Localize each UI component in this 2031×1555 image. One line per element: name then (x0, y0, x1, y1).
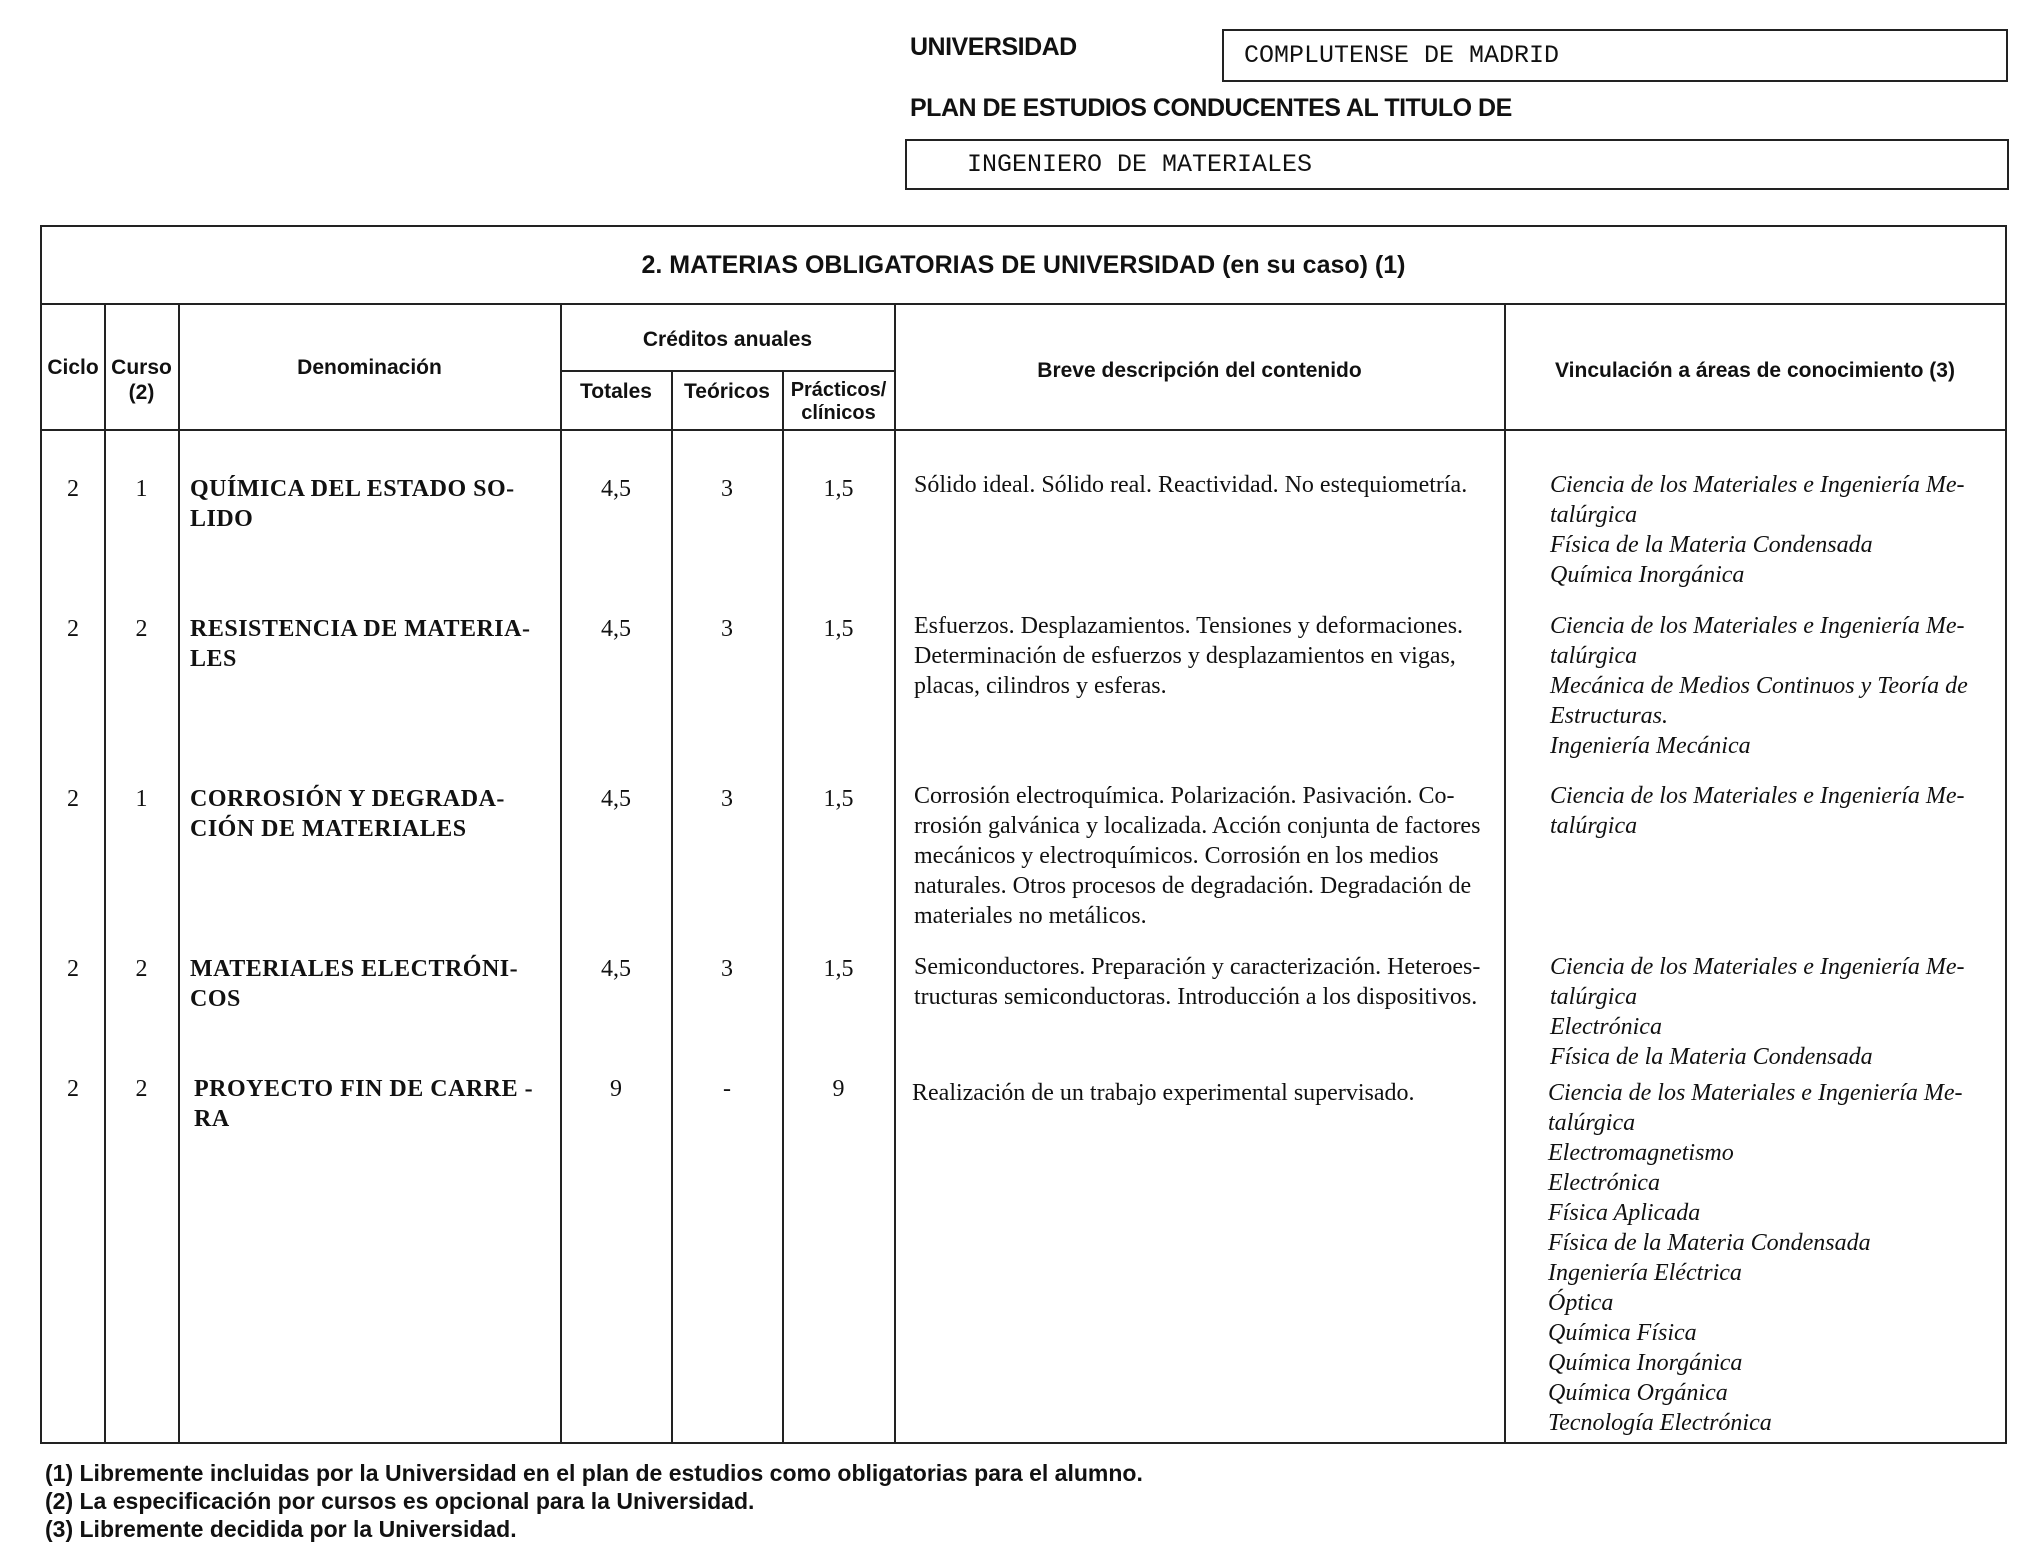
header-ciclo: Ciclo (47, 356, 99, 379)
row-areas (1550, 470, 2005, 590)
col-divider (1504, 305, 1506, 1444)
row-totales: 4,5 (601, 476, 631, 502)
area-line: Electromagnetismo (1548, 1140, 1734, 1166)
universidad-field (1222, 29, 2008, 82)
row-areas (1550, 781, 2005, 841)
row-descripcion (914, 952, 1504, 1012)
area-line: Física Aplicada (1548, 1200, 1701, 1226)
row-curso: 1 (135, 476, 148, 502)
universidad-label: UNIVERSIDAD (910, 33, 1077, 61)
name-line: CIÓN DE MATERIALES (190, 816, 467, 842)
row-totales: 4,5 (601, 616, 631, 642)
row-teoricos: 3 (721, 476, 733, 502)
header-practicos-line1: Prácticos/ (790, 379, 887, 401)
row-descripcion (914, 611, 1504, 701)
area-line: Química Inorgánica (1548, 1350, 1743, 1376)
row-practicos: 1,5 (823, 786, 854, 812)
footnote-3: (3) Libremente decidida por la Universidad. (45, 1516, 517, 1542)
area-line: Química Inorgánica (1550, 562, 1745, 588)
desc-line: placas, cilindros y esferas. (914, 673, 1167, 699)
area-line: talúrgica (1550, 984, 1638, 1010)
header-bottom-rule (42, 429, 2005, 431)
area-line: Ingeniería Mecánica (1550, 733, 1751, 759)
desc-line: materiales no metálicos. (914, 903, 1147, 929)
table-title: 2. MATERIAS OBLIGATORIAS DE UNIVERSIDAD (en su caso) (1) (42, 227, 2005, 305)
header-curso-label: Curso (111, 356, 172, 379)
area-line: Física de la Materia Condensada (1548, 1230, 1871, 1256)
row-areas (1550, 952, 2005, 1072)
row-descripcion (914, 470, 1504, 500)
footnote-1: (1) Libremente incluidas por la Universidad en el plan de estudios como obligatorias para el alumno. (45, 1460, 1143, 1486)
row-totales: 4,5 (601, 956, 631, 982)
row-descripcion (912, 1078, 1502, 1108)
area-line: Óptica (1548, 1290, 1614, 1316)
header-descripcion: Breve descripción del contenido (1037, 359, 1362, 382)
row-ciclo: 2 (67, 956, 79, 982)
area-line: Física de la Materia Condensada (1550, 532, 1873, 558)
desc-line: Semiconductores. Preparación y caracterización. Heteroes- (914, 954, 1481, 980)
row-denominacion (190, 614, 560, 674)
desc-line: Sólido ideal. Sólido real. Reactividad. No estequiometría. (914, 472, 1468, 498)
row-teoricos: 3 (721, 786, 733, 812)
col-divider (671, 372, 673, 1444)
row-practicos: 1,5 (823, 956, 854, 982)
row-totales: 4,5 (601, 786, 631, 812)
materias-table (40, 225, 2007, 1444)
credits-subheader-rule (560, 370, 895, 372)
row-denominacion (194, 1074, 560, 1134)
area-line: Ciencia de los Materiales e Ingeniería Me- (1550, 613, 1965, 639)
footnote-2: (2) La especificación por cursos es opcional para la Universidad. (45, 1488, 755, 1514)
row-teoricos: 3 (721, 956, 733, 982)
row-ciclo: 2 (67, 476, 79, 502)
area-line: talúrgica (1550, 813, 1638, 839)
header-teoricos: Teóricos (684, 380, 770, 403)
titulo-value: INGENIERO DE MATERIALES (967, 150, 1313, 179)
row-practicos: 1,5 (823, 616, 854, 642)
header-vinculacion: Vinculación a áreas de conocimiento (3) (1555, 359, 1955, 382)
area-line: talúrgica (1550, 643, 1638, 669)
row-ciclo: 2 (67, 1076, 79, 1102)
area-line: Electrónica (1550, 1014, 1662, 1040)
universidad-value: COMPLUTENSE DE MADRID (1244, 41, 1560, 70)
row-curso: 1 (135, 786, 148, 812)
header-practicos (783, 379, 894, 425)
header-curso (105, 355, 178, 405)
area-line: Ciencia de los Materiales e Ingeniería Me- (1550, 472, 1965, 498)
area-line: Ingeniería Eléctrica (1548, 1260, 1742, 1286)
col-divider (894, 305, 896, 1444)
name-line: LES (190, 646, 237, 672)
desc-line: naturales. Otros procesos de degradación. Degradación de (914, 873, 1472, 899)
desc-line: rrosión galvánica y localizada. Acción conjunta de factores (914, 813, 1481, 839)
area-line: Química Orgánica (1548, 1380, 1728, 1406)
area-line: Electrónica (1548, 1170, 1660, 1196)
area-line: Ciencia de los Materiales e Ingeniería Me- (1548, 1080, 1963, 1106)
row-totales: 9 (610, 1076, 622, 1102)
row-curso: 2 (135, 1076, 148, 1102)
area-line: talúrgica (1548, 1110, 1636, 1136)
name-line: COS (190, 986, 241, 1012)
header-creditos: Créditos anuales (642, 328, 813, 351)
plan-label: PLAN DE ESTUDIOS CONDUCENTES AL TITULO DE (910, 94, 1512, 122)
name-line: PROYECTO FIN DE CARRE - (194, 1076, 534, 1102)
col-divider (178, 305, 180, 1444)
area-line: Ciencia de los Materiales e Ingeniería Me- (1550, 783, 1965, 809)
name-line: RESISTENCIA DE MATERIA- (190, 616, 531, 642)
desc-line: mecánicos y electroquímicos. Corrosión en los medios (914, 843, 1439, 869)
area-line: Mecánica de Medios Continuos y Teoría de (1550, 673, 1968, 699)
name-line: RA (194, 1106, 230, 1132)
header-curso-note: (2) (128, 381, 155, 404)
header-totales: Totales (580, 380, 652, 403)
col-divider (782, 372, 784, 1444)
desc-line: tructuras semiconductoras. Introducción a los dispositivos. (914, 984, 1478, 1010)
titulo-field (905, 139, 2009, 190)
name-line: LIDO (190, 506, 254, 532)
row-descripcion (914, 781, 1504, 931)
row-ciclo: 2 (67, 616, 79, 642)
row-curso: 2 (135, 956, 148, 982)
row-ciclo: 2 (67, 786, 79, 812)
row-areas (1548, 1078, 2005, 1438)
name-line: MATERIALES ELECTRÓNI- (190, 956, 519, 982)
desc-line: Determinación de esfuerzos y desplazamientos en vigas, (914, 643, 1456, 669)
desc-line: Esfuerzos. Desplazamientos. Tensiones y deformaciones. (914, 613, 1464, 639)
area-line: Física de la Materia Condensada (1550, 1044, 1873, 1070)
area-line: Estructuras. (1550, 703, 1669, 729)
row-curso: 2 (135, 616, 148, 642)
row-teoricos: 3 (721, 616, 733, 642)
row-teoricos: - (723, 1076, 731, 1102)
header-practicos-line2: clínicos (801, 402, 876, 424)
area-line: Ciencia de los Materiales e Ingeniería Me- (1550, 954, 1965, 980)
area-line: Química Física (1548, 1320, 1697, 1346)
row-practicos: 1,5 (823, 476, 854, 502)
row-areas (1550, 611, 2005, 761)
desc-line: Corrosión electroquímica. Polarización. Pasivación. Co- (914, 783, 1455, 809)
header-denominacion: Denominación (297, 356, 442, 379)
row-practicos: 9 (832, 1076, 845, 1102)
row-denominacion (190, 474, 560, 534)
name-line: CORROSIÓN Y DEGRADA- (190, 786, 505, 812)
name-line: QUÍMICA DEL ESTADO SO- (190, 476, 515, 502)
row-denominacion (190, 784, 560, 844)
desc-line: Realización de un trabajo experimental supervisado. (912, 1080, 1415, 1106)
area-line: talúrgica (1550, 502, 1638, 528)
area-line: Tecnología Electrónica (1548, 1410, 1772, 1436)
row-denominacion (190, 954, 560, 1014)
